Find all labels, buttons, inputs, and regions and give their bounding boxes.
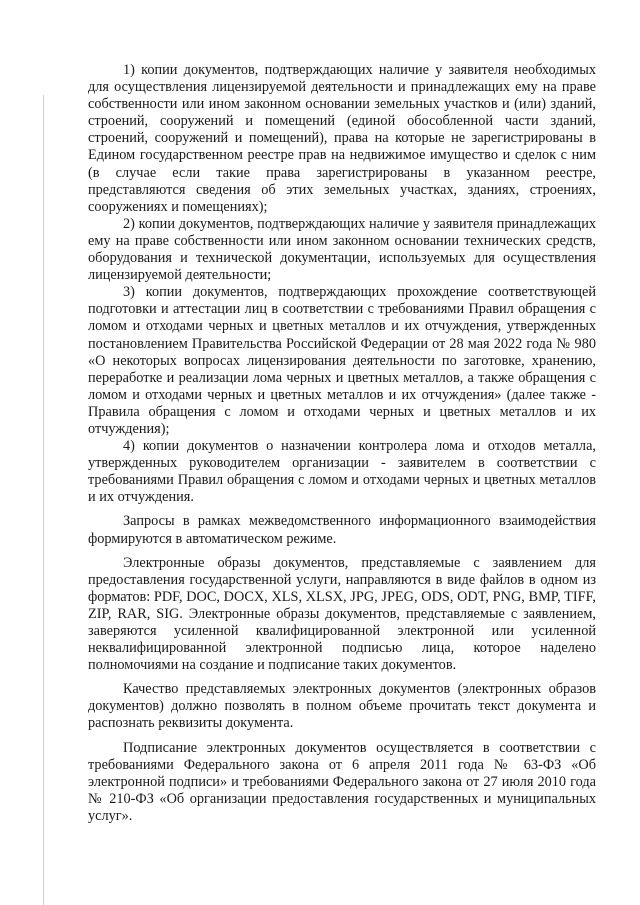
paragraph-item-3: 3) копии документов, подтверждающих прохождение соответствующей подготовки и аттестации лиц в соответствии с требованиями Правил обращения с ломом и отходами черных и цветных металлов и их отчуждения, утвержденных постановлением Правительства Российской Федерации от 28 мая 2022 года № 980 «О некоторых вопросах лицензирования деятельности по заготовке, хранению, переработке и реализации лома черных и цветных металлов, а также обращения с ломом и отходами черных и цветных металлов и их отчуждения» (далее также - Правила обращения с ломом и отходами черных и цветных металлов и их отчуждения); — [88, 284, 596, 437]
paragraph-interagency-requests: Запросы в рамках межведомственного информационного взаимодействия формируются в автоматическом режиме. — [88, 513, 596, 547]
paragraph-signing: Подписание электронных документов осуществляется в соответствии с требованиями Федерального закона от 6 апреля 2011 года № 63-ФЗ «Об электронной подписи» и требованиями Федерального закона от 27 июля 2010 года № 210-ФЗ «Об организации предоставления государственных и муниципальных услуг». — [88, 739, 596, 824]
document-body — [88, 62, 596, 825]
paragraph-item-2: 2) копии документов, подтверждающих наличие у заявителя принадлежащих ему на праве собственности или ином законном основании технических средств, оборудования и технической документации, используемых для осуществления лицензируемой деятельности; — [88, 215, 596, 284]
paragraph-item-1: 1) копии документов, подтверждающих наличие у заявителя необходимых для осуществления лицензируемой деятельности и принадлежащих ему на праве собственности или ином законном основании земельных участков и (или) зданий, строений, сооружений и помещений (единой обособленной части зданий, строений, сооружений и помещений), права на которые не зарегистрированы в Едином государственном реестре прав на недвижимое имущество и сделок с ним (в случае если такие права зарегистрированы в указанном реестре, представляются сведения об этих земельных участках, зданиях, строениях, сооружениях и помещениях); — [88, 62, 596, 215]
paragraph-item-4: 4) копии документов о назначении контролера лома и отходов металла, утвержденных руководителем организации - заявителем в соответствии с требованиями Правил обращения с ломом и отходами черных и цветных металлов и их отчуждения. — [88, 438, 596, 506]
scan-margin-line — [43, 95, 44, 905]
paragraph-file-formats: Электронные образы документов, представляемые с заявлением для предоставления государственной услуги, направляются в виде файлов в одном из форматов: PDF, DOC, DOCX, XLS, XLSX, JPG, JPEG, ODS, ODT, PNG, BMP, TIFF, ZIP, RAR, SIG. Электронные образы документов, представляемые с заявлением, заверяются усиленной квалифицированной электронной или усиленной неквалифицированной электронной подписью лица, которое наделено полномочиями на создание и подписание таких документов. — [88, 554, 596, 674]
paragraph-document-quality: Качество представляемых электронных документов (электронных образов документов) должно позволять в полном объеме прочитать текст документа и распознать реквизиты документа. — [88, 681, 596, 732]
